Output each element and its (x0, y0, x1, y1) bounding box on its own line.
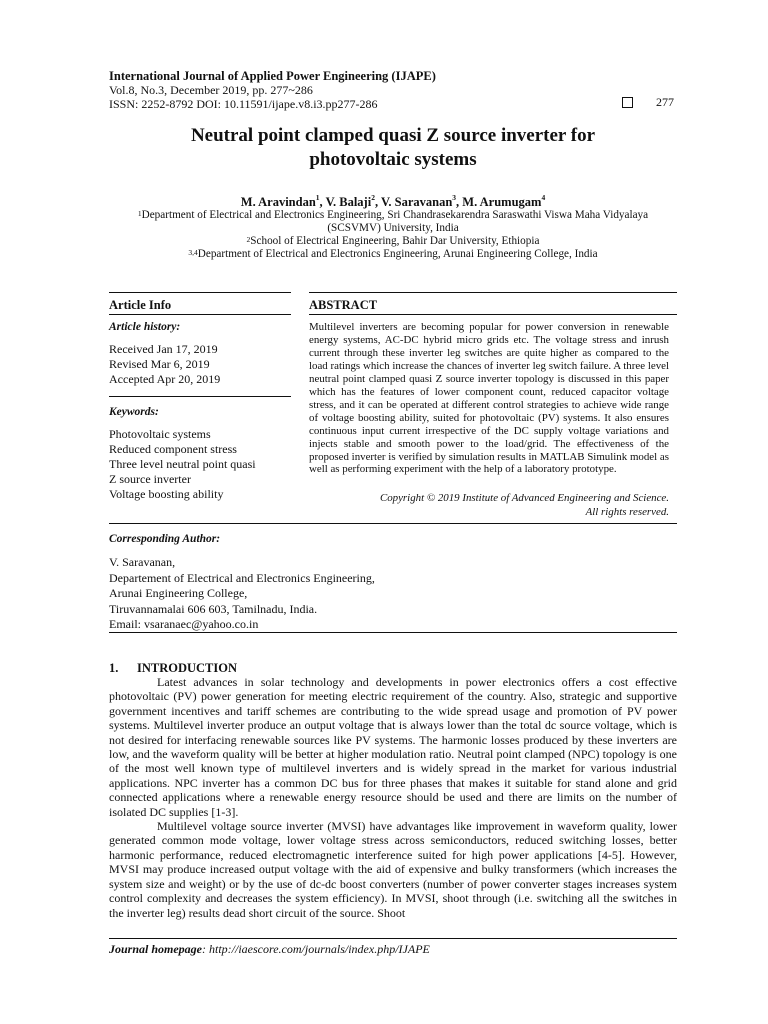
history-item: Accepted Apr 20, 2019 (109, 372, 221, 386)
journal-header (109, 69, 436, 111)
keywords-list (109, 427, 256, 502)
corr-email: Email: vsaranaec@yahoo.co.in (109, 617, 259, 631)
author-list: M. Aravindan$^1$, V. Balaji$^2$, V. Saravanan$^3$, M. Arumugam$^4$ (240, 193, 546, 209)
corr-line: Departement of Electrical and Electronics Engineering, (109, 570, 375, 585)
copyright-line-1: Copyright © 2019 Institute of Advanced Engineering and Science. (379, 492, 669, 504)
author-sup: 3 (452, 193, 457, 202)
homepage-link[interactable]: : http://iaescore.com/journals/index.php/IJAPE (202, 942, 430, 956)
affiliation-2 (109, 235, 677, 248)
intro-body (109, 675, 677, 920)
aff-text: Department of Electrical and Electronics Engineering, Arunai Engineering College, India (197, 248, 598, 260)
square-icon (622, 97, 633, 108)
author-name: M. Arumugam (462, 195, 542, 209)
issn-line: ISSN: 2252-8792 DOI: 10.11591/ijape.v8.i3.pp277-286 (109, 97, 378, 111)
title-line-2: photovoltaic systems (309, 149, 477, 170)
copyright-line-2: All rights reserved. (585, 506, 669, 518)
corresponding-heading: Corresponding Author: (109, 533, 221, 545)
volume-line: Vol.8, No.3, December 2019, pp. 277~286 (109, 83, 313, 97)
aff-text: School of Electrical Engineering, Bahir Dar University, Ethiopia (250, 235, 540, 247)
aff-sup: 3,4 (188, 248, 198, 257)
page-number: 277 (656, 95, 674, 109)
author-name: V. Saravanan (380, 195, 453, 209)
abstract-text: Multilevel inverters are becoming popular for power conversion in renewable energy systems, AC-DC hybrid micro grids etc. The voltage stress and inrush current through these inverter leg switches are quite higher as compared to the load ratings which increase the chances of inverter leg switch failure. A three level neutral point clamped quasi Z source inverter topology is discussed in this paper which has the features of lower component count, reduced capacitor voltage stress, and it can be operated at different control strategies to achieve wide range of voltage boosting ability, suited for photovoltaic (PV) systems. It also ensures continuous input current irrespective of the DC supply voltage variations and injects stable and smooth power to the load/grid. The effectiveness of the proposed inverter is verified by simulation results in MATLAB Simulink model as well as performing experiment with the help of a laboratory prototype. (309, 321, 669, 476)
keyword: Voltage boosting ability (109, 487, 224, 501)
homepage-label: Journal homepage (109, 942, 203, 956)
history-heading: Article history: (109, 321, 181, 333)
affiliation-1-cont: (SCSVMV) University, India (327, 222, 459, 234)
keyword: Reduced component stress (109, 442, 237, 456)
aff-text: Department of Electrical and Electronics Engineering, Sri Chandrasekarendra Saraswathi Viswa Maha Vidyalaya (141, 209, 649, 221)
abstract-heading: ABSTRACT (309, 298, 378, 312)
corr-line: Tiruvannamalai 606 603, Tamilnadu, India. (109, 601, 318, 616)
journal-homepage (109, 942, 430, 957)
author-sup: 2 (371, 193, 375, 202)
divider (109, 292, 291, 293)
author-sup: 1 (315, 193, 320, 202)
affiliation-1 (109, 209, 677, 222)
corr-line: V. Saravanan, (109, 555, 176, 569)
section-number: 1. (109, 661, 119, 675)
keywords-heading: Keywords: (109, 406, 159, 418)
corresponding-details (109, 555, 375, 633)
paragraph: Latest advances in solar technology and developments in power electronics offers a cost effective photovoltaic (PV) power generation for meeting electric requirement of the country. Also, strategic and supportive government incentives and tariff schemes are contributing to the wide spread usage and promotion of PV power systems. Multilevel inverter produce an output voltage that is always lower than the total dc source voltage, which is not desired for interfacing renewable sources like PV systems. The harmonic losses produced by these inverters are low, and the waveform quality will be better at higher modulation ratio. Neutral point clamped (NPC) topology is one of the most well known type of multilevel inverters and is widely spread in the market for various industrial applications. NPC inverter has a common DC bus for three phases that makes it suitable for stand alone and grid connected applications where a renewable energy resource should be used and there are limits on the number of isolated DC supplies [1-3]. (109, 675, 677, 819)
keyword: Photovoltaic systems (109, 427, 211, 441)
divider (109, 523, 677, 524)
copyright (309, 491, 669, 519)
footer-divider (109, 938, 677, 939)
section-title: INTRODUCTION (137, 661, 238, 675)
history-item: Received Jan 17, 2019 (109, 342, 218, 356)
keyword: Three level neutral point quasi (109, 457, 256, 471)
paragraph: Multilevel voltage source inverter (MVSI) have advantages like improvement in waveform quality, lower generated common mode voltage, lower voltage stress across semiconductors, reduced switching losses, better harmonic performance, reduced electromagnetic interference suited for high power applications [4-5]. However, MVSI may produce increased output voltage with the aid of expensive and bulky transformers (which increases the system size and weight) or by the use of dc-dc boost converters (number of power converter stages increases system control complexity and decreases the system efficiency). In MVSI, shoot through (i.e. switching all the switches in the inverter leg) results dead short circuit of the source. Shoot (109, 819, 677, 920)
paper-title (109, 124, 677, 172)
divider (109, 314, 291, 315)
section-heading (109, 661, 237, 676)
aff-sup: 2 (246, 235, 251, 244)
author-name: M. Aravindan (240, 195, 316, 209)
corr-line: Arunai Engineering College, (109, 586, 248, 600)
affiliation-3 (109, 248, 677, 261)
aff-sup: 1 (137, 209, 142, 218)
history-item: Revised Mar 6, 2019 (109, 357, 210, 371)
author-name: V. Balaji (325, 195, 372, 209)
author-sup: 4 (541, 193, 546, 202)
keyword: Z source inverter (109, 472, 191, 486)
divider (309, 314, 677, 315)
divider (109, 396, 291, 397)
title-line-1: Neutral point clamped quasi Z source inverter for (190, 125, 596, 146)
journal-name: International Journal of Applied Power Engineering (IJAPE) (109, 69, 436, 83)
article-info-heading: Article Info (109, 298, 172, 312)
divider (309, 292, 677, 293)
history-list (109, 342, 220, 387)
